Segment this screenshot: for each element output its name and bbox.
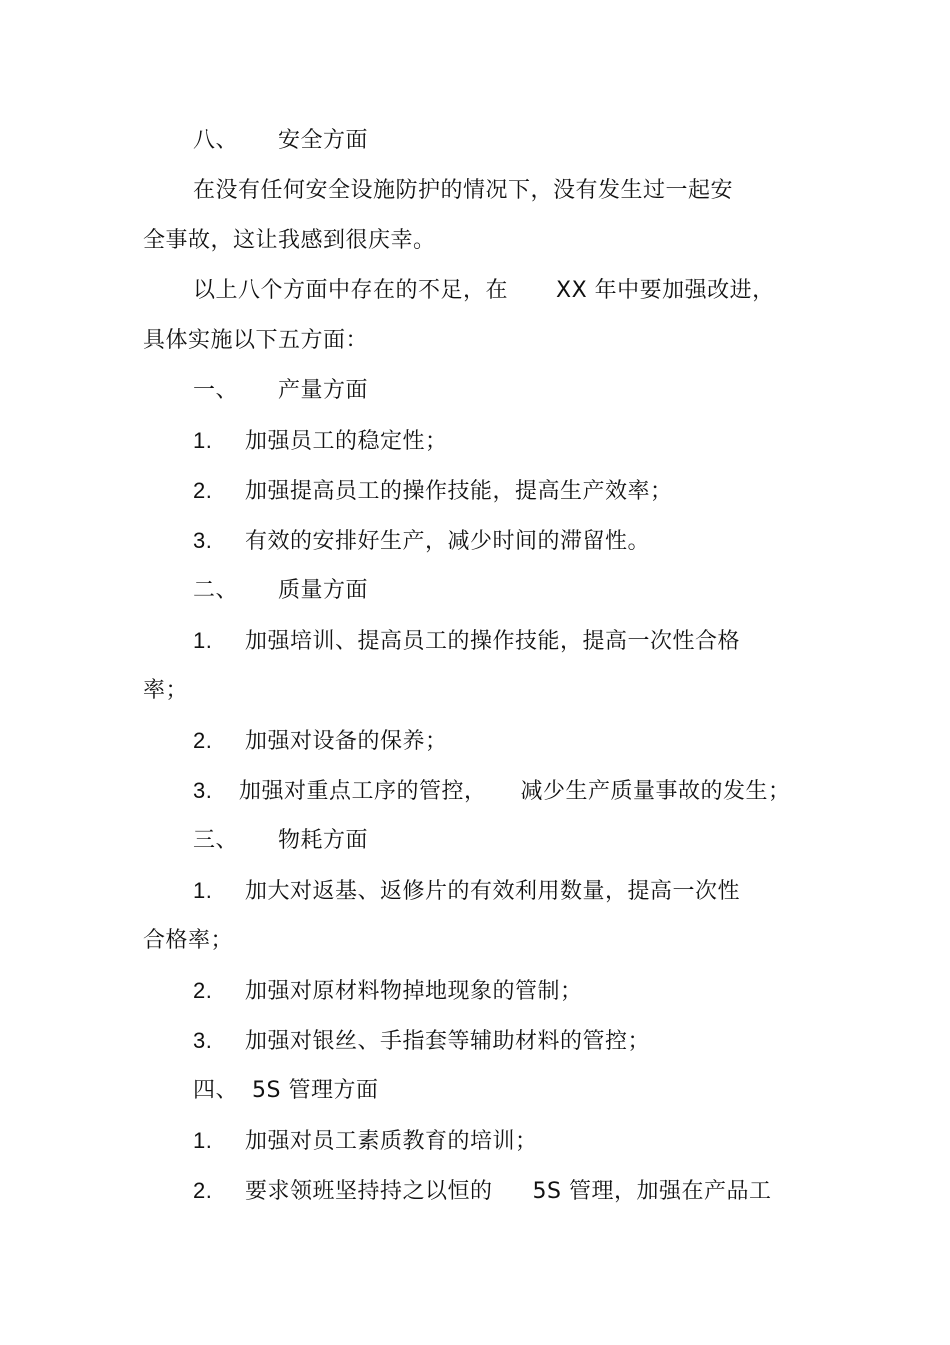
section-number: 二、 <box>193 578 239 603</box>
item-number: 1. <box>193 428 213 453</box>
item-text: 有效的安排好生产，减少时间的滞留性。 <box>245 529 651 554</box>
item-text: 合格率； <box>143 928 234 953</box>
paragraph-text: 全事故，这让我感到很庆幸。 <box>143 228 436 253</box>
item-text: 加强对原材料物掉地现象的管制； <box>245 979 583 1004</box>
item-text: 加强对银丝、手指套等辅助材料的管控； <box>245 1029 651 1054</box>
section-number: 三、 <box>193 828 239 853</box>
item-text: 减少生产质量事故的发生； <box>520 779 791 804</box>
item-number: 1. <box>193 628 213 653</box>
list-item-continuation <box>143 676 188 706</box>
list-item <box>193 726 448 757</box>
item-number: 2. <box>193 478 213 503</box>
item-number: 2. <box>193 1178 213 1203</box>
item-text: 加强对重点工序的管控， <box>239 779 487 804</box>
paragraph-line <box>193 176 733 206</box>
list-item <box>193 626 740 657</box>
section-title: 产量方面 <box>278 378 369 403</box>
item-number: 2. <box>193 728 213 753</box>
list-item <box>193 426 448 457</box>
item-number: 3. <box>193 1028 213 1053</box>
item-text: 加强员工的稳定性； <box>245 429 448 454</box>
list-item <box>193 1026 650 1057</box>
section-number: 八、 <box>193 128 239 153</box>
paragraph-text: 以上八个方面中存在的不足，在 <box>193 278 509 303</box>
item-number: 2. <box>193 978 213 1003</box>
paragraph-line <box>143 226 436 256</box>
paragraph-line <box>193 276 775 306</box>
section-title: 安全方面 <box>278 128 369 153</box>
item-text: 加强提高员工的操作技能，提高生产效率； <box>245 479 673 504</box>
list-item <box>193 1126 538 1157</box>
section-number: 一、 <box>193 378 239 403</box>
list-item <box>193 976 583 1007</box>
section-heading <box>193 826 368 856</box>
item-text: 5S 管理，加强在产品工 <box>532 1179 772 1204</box>
section-number: 四、 <box>193 1078 239 1103</box>
section-heading <box>193 126 368 156</box>
item-text: 加强对员工素质教育的培训； <box>245 1129 538 1154</box>
item-text: 加大对返基、返修片的有效利用数量，提高一次性 <box>245 879 741 904</box>
list-item <box>193 1176 771 1207</box>
list-item-continuation <box>143 926 233 956</box>
section-title: 物耗方面 <box>278 828 369 853</box>
item-text: 要求领班坚持持之以恒的 <box>245 1179 493 1204</box>
list-item <box>193 876 740 907</box>
item-number: 1. <box>193 1128 213 1153</box>
paragraph-text: 具体实施以下五方面： <box>143 328 369 353</box>
paragraph-line <box>143 326 368 356</box>
section-heading <box>193 376 368 406</box>
item-number: 3. <box>193 528 213 553</box>
list-item <box>193 776 791 807</box>
list-item <box>193 526 650 557</box>
item-number: 3. <box>193 778 213 803</box>
section-heading <box>193 576 368 606</box>
paragraph-text: XX 年中要加强改进， <box>556 278 775 303</box>
section-title: 质量方面 <box>278 578 369 603</box>
item-text: 加强培训、提高员工的操作技能，提高一次性合格 <box>245 629 741 654</box>
paragraph-text: 在没有任何安全设施防护的情况下，没有发生过一起安 <box>193 178 734 203</box>
section-title: 5S 管理方面 <box>252 1078 379 1103</box>
section-heading <box>193 1076 378 1106</box>
item-text: 率； <box>143 678 189 703</box>
item-number: 1. <box>193 878 213 903</box>
list-item <box>193 476 673 507</box>
item-text: 加强对设备的保养； <box>245 729 448 754</box>
